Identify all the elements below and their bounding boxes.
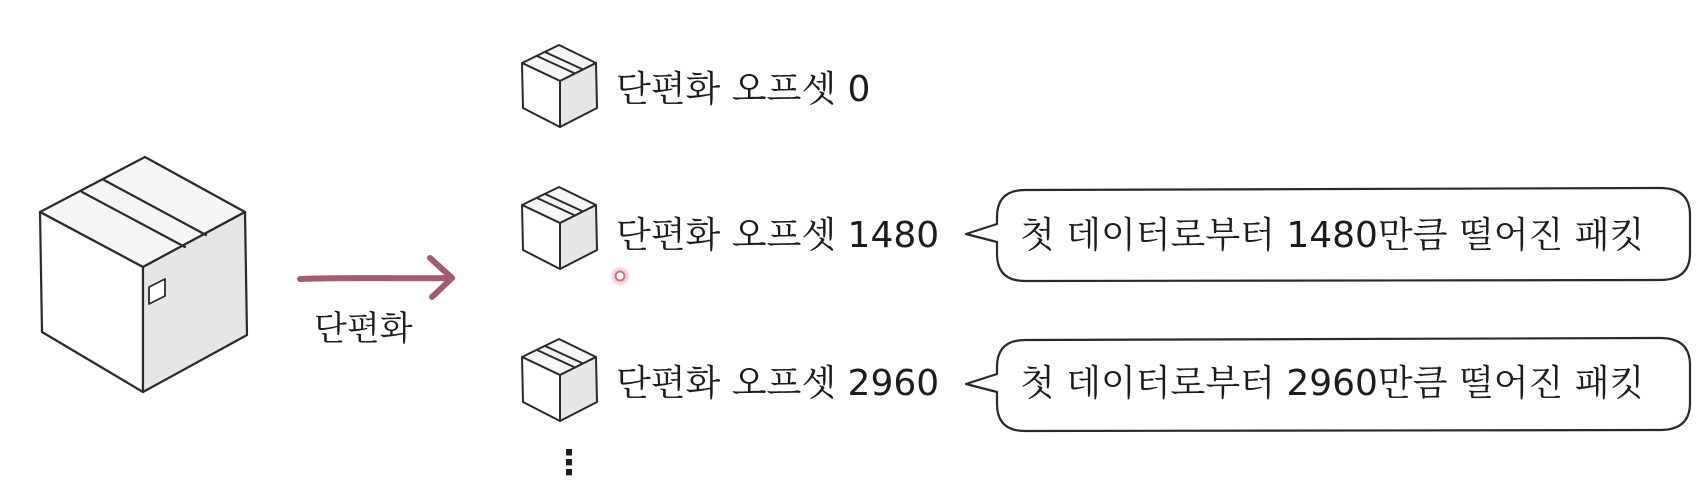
original-packet-box — [40, 157, 247, 392]
fragment-box-icon — [522, 339, 597, 421]
continuation-dots: ⋮ — [552, 443, 586, 483]
fragment-offset-label: 단편화 오프셋 2960 — [616, 363, 940, 404]
speech-bubble-text: 첫 데이터로부터 2960만큼 떨어진 패킷 — [1020, 363, 1645, 404]
cursor-dot — [611, 267, 629, 285]
fragment-offset-label: 단편화 오프셋 1480 — [616, 215, 940, 256]
fragmentation-label: 단편화 — [314, 309, 413, 349]
fragment-offset-label: 단편화 오프셋 0 — [616, 69, 871, 110]
fragment-arrow — [300, 258, 452, 297]
fragment-box-icon — [522, 45, 597, 127]
fragment-box-icon — [522, 187, 597, 269]
speech-bubble-text: 첫 데이터로부터 1480만큼 떨어진 패킷 — [1020, 215, 1645, 256]
